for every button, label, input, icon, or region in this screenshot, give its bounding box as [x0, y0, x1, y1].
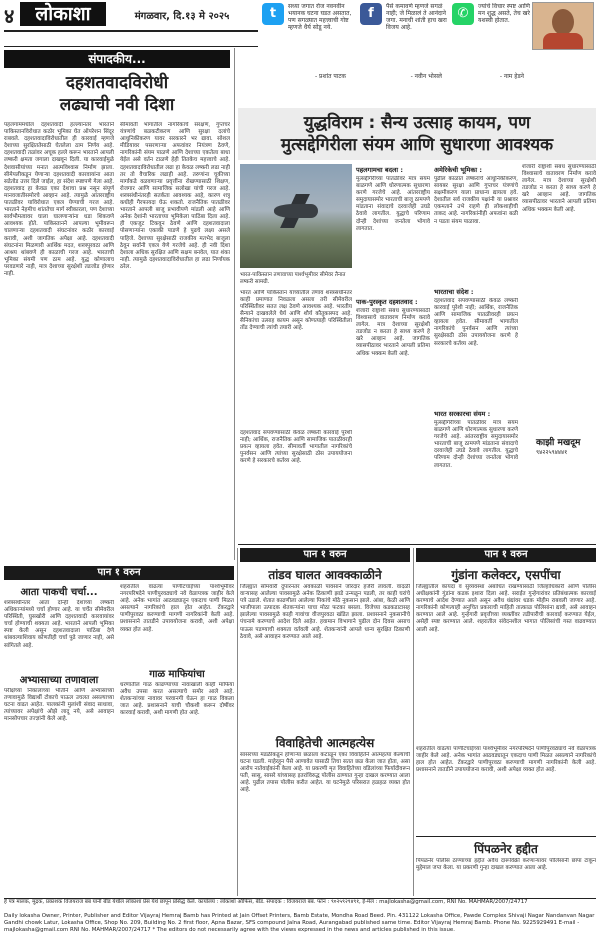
editorial-body — [4, 122, 230, 558]
story-3-title: गुंडांना कलेक्टर, एसपींचा — [451, 568, 561, 582]
story-8-body: पिंपळनेर पोलीस ठाण्याच्या हद्दीत अवैध दारूविक्री करणाऱ्यांवर पोलिसांनी छापा टाकून मुद्देमाल जप्त केला. या प्रकरणी गुन्हा दाखल करण्यात आला आहे. — [416, 858, 596, 872]
imprint-marathi: हे पत्र मालक, मुद्रक, प्रकाशक विजयराज बंब यांनी बीड येथील लोकाशा प्रेस येथे छापून प्रसिद्ध केले. कार्यालय : लोकाशा ऑफिस, बीड. संपादक : विजयराज बंब. फोन : ९०२५९२९४९१, ई-मेल : majlokasha@gmail.com, RNI No. MAHMAR/2007/24717 — [4, 899, 528, 905]
story-7-title: गाळ माफियांचा — [149, 669, 205, 680]
writer-phone: ९४२२५९४४४१ — [536, 449, 568, 456]
facebook-quote: f पैसे कमावणे म्हणजे सगळं नाही; जे मिळालं ते आनंदाने जगा. मनाची शांती हाच खरा विजय आहे. - नवीन भोसले — [360, 3, 448, 73]
lead-col-1: भारत आणि पाकिस्तान यांच्यातील तणाव शस्त्रसंधीनंतर काही प्रमाणात निवळला असला तरी सीमेवरील परिस्थितीवर सतत लक्ष ठेवणे आवश्यक आहे. भारतीय सैन्याने दाखवलेले धैर्य आणि शौर्य कौतुकास्पद आहे. सैनिकांचा उत्साह कायम असून कोणत्याही परिस्थितीला तोंड देण्याची त्यांची तयारी आहे. — [240, 290, 352, 332]
editorial-title: दहशतवादविरोधी लढ्याची नवी दिशा — [59, 73, 175, 115]
photo-caption: भारत-पाकिस्तान तणावाच्या पार्श्वभूमीवर सीमेवर तैनात लष्करी सामग्री. — [240, 272, 346, 285]
story-2-body: सासरच्या मंडळींकडून होणाऱ्या छळाला कंटाळून एका विवाहितेने आत्महत्या केल्याची घटना घडली. माहेरहून पैसे आणावेत यासाठी तिचा सतत छळ केला जात होता, असा आरोप नातेवाईकांनी केला आहे. या प्रकरणी मृत विवाहितेच्या वडिलांच्या फिर्यादीवरून पती, सासू, सासरे यांच्यासह इतरांविरुद्ध पोलीस ठाण्यात गुन्हा दाखल करण्यात आला आहे. पुढील तपास पोलीस करीत आहेत. या घटनेमुळे परिसरात हळहळ व्यक्त होत आहे. — [240, 752, 410, 794]
continuation-bar-2: पान १ वरुन — [416, 548, 596, 562]
imprint-english: Daily lokasha Owner, Printer, Publisher and Editor Vijayraj Hemraj Bamb has Printed at Jain Offset Printers, Bamb Estate, Mondha Road Beed. Pin. 431122 Lokasha Office, Pawde Complex Shivaji Nagar Nandanvan Nagar Gandhi chowk Latur, Lokasha Office, Shop No. 209, Building No. 2 first floor, Apna Bazar, SFS compound Jalna Road, Aurangabad published same time. Editor Vijayraj Hemraj Bamb. Phone No. 9225929491 E-mail - majlokasha@gmail.com RNI No. MAHMAR/2007/24717 * The editors do not necessarily agree with the views expressed in the news and articles published in this issue. — [4, 913, 595, 933]
fighter-jet-image — [274, 204, 318, 218]
brand-logo: लोकाशा — [20, 2, 106, 26]
masthead-rule — [4, 30, 258, 32]
whatsapp-quote: ✆ ज्यांचे विचार स्पष्ट आणि मन शुद्ध असते, तेच खरे यशस्वी होतात. - नाम हेडने — [452, 3, 530, 73]
editorial-col-1: पहलगाममधील दहशतवादी हल्ल्यानंतर भारताने पाकिस्तानविरोधात कठोर भूमिका घेत ऑपरेशन सिंदूर राबवले. दहशतवादाविरोधातील ही कारवाई म्हणजे देशाच्या सुरक्षिततेसाठी घेतलेला ठाम निर्णय आहे. दहशतवादी तळांवर अचूक हल्ले करून भारताने आपली लष्करी क्षमता जगाला दाखवून दिली. या कारवाईमुळे देशवासीयांच्या मनात आत्मविश्वास निर्माण झाला. सीमेपलीकडून येणाऱ्या दहशतवादी कारवायांना आता सडेतोड उत्तर दिले जाईल, हा संदेश स्पष्टपणे गेला आहे. दहशतवाद हा केवळ एका देशाचा प्रश्न नसून संपूर्ण मानवजातीसमोरचे आव्हान आहे. त्यामुळे आंतरराष्ट्रीय पातळीवर याविरोधात एकत्र येण्याची गरज आहे. भारताने नेहमीच शांततेचा मार्ग स्वीकारला, पण देशाच्या सार्वभौमत्वावर घाला घालणाऱ्यांना धडा शिकवणे आवश्यक होते. पाकिस्तानने आपल्या भूमीवरून चालणाऱ्या दहशतवादी संघटनांवर कठोर कारवाई करावी, अशी जागतिक अपेक्षा आहे. दहशतवादी संघटनांना मिळणारी आर्थिक मदत, शस्त्रपुरवठा आणि आश्रय थांबवणे ही काळाची गरज आहे. भारताची भूमिका संयमी पण ठाम आहे. युद्ध कोणालाच परवडणारे नाही, मात्र देशाच्या सुरक्षेशी तडजोड होणार नाही. — [4, 122, 114, 277]
lead-col-2: पहलगामचा बदला : मुत्सद्देगिरीच्या पातळीवर मात्र संयम बाळगणे आणि धोरणात्मक सुधारणा करणे गरजेचे आहे. आंतरराष्ट्रीय समुदायासमोर भारताची बाजू ठामपणे मांडताना संवादाचे दरवाजेही उघडे ठेवावे लागतील. युद्धाचे परिणाम दोन्ही देशांच्या जनतेला भोगावे लागतात. पाक-पुरस्कृत दहशतवाद : शेजारी राष्ट्रांशी संबंध सुधारण्यासाठी विश्वासाचे वातावरण निर्माण करावे लागेल. मात्र देशाच्या सुरक्षेशी तडजोड न करता हे साध्य करणे हे खरे आव्हान आहे. जागतिक व्यासपीठावर भारताने आपली प्रतिमा अधिक भक्कम केली आहे. — [356, 166, 430, 357]
editorial-col-2: सीमावर्ती भागातील नागरिकांचे संरक्षण, गुप्तचर यंत्रणांचे बळकटीकरण आणि सुरक्षा दलांचे आधुनिकीकरण यावर सरकारने भर द्यावा. सोशल मीडियावर पसरणाऱ्या अफवांवर नियंत्रण ठेवणे, नागरिकांनी संयम पाळणे आणि देशाच्या एकतेला बाधा येईल असे वर्तन टाळणे हेही तितकेच महत्त्वाचे आहे. दहशतवादाविरोधातील लढा हा केवळ लष्करी लढा नाही तर तो वैचारिक लढाही आहे. तरुणांना चुकीच्या मार्गाकडे वळवणाऱ्या प्रवृत्तींना रोखण्यासाठी शिक्षण, रोजगार आणि सामाजिक सलोखा यांची गरज आहे. शस्त्रसंधीनंतरही सतर्कता आवश्यक आहे, कारण शत्रू कधीही गैरफायदा घेऊ शकतो. राजनैतिक पातळीवर भारताने आपली बाजू प्रभावीपणे मांडली आहे आणि अनेक देशांनी भारताच्या भूमिकेला पाठिंबा दिला आहे. ही एकजूट टिकवून ठेवणे आणि दहशतवादाला पोसणाऱ्यांना एकाकी पाडणे हे पुढचे लक्ष्य असले पाहिजे. देशाच्या सुरक्षेसाठी राजकीय मतभेद बाजूला ठेवून सर्वांनी एकत्र येणे गरजेचे आहे. ही नवी दिशा देशाला अधिक सुरक्षित आणि सक्षम बनवेल, यात शंका नाही. त्यामुळे दहशतवादाविरोधातील हा लढा निर्णायक ठरेल. — [120, 122, 230, 270]
page-number: ४ — [4, 4, 15, 28]
editorial-label: संपादकीय... — [4, 50, 230, 68]
lead-col-4: शेजारी राष्ट्रांशी संबंध सुधारण्यासाठी विश्वासाचे वातावरण निर्माण करावे लागेल. मात्र देशाच्या सुरक्षेशी तडजोड न करता हे साध्य करणे हे खरे आव्हान आहे. जागतिक व्यासपीठावर भारताने आपली प्रतिमा अधिक भक्कम केली आहे. — [522, 164, 596, 213]
facebook-icon: f — [360, 3, 382, 25]
story-5-body: शस्त्रसंधीनंतर आता दोन्ही देशांच्या लष्करी अधिकाऱ्यांमध्ये चर्चा होणार आहे. या चर्चेत सीमेवरील परिस्थिती, घुसखोरी आणि दहशतवादी कारवायांवर चर्चा होण्याची शक्यता आहे. भारताने आपली भूमिका स्पष्ट केली असून दहशतवादाला पाठिंबा देणे थांबवल्याशिवाय कोणतीही चर्चा पुढे जाणार नाही, असे सांगितले आहे. — [4, 600, 114, 649]
lead-headline: युद्धविराम : सैन्य उत्साह कायम, पण मुत्सद्देगिरीला संयम आणि सुधारणा आवश्यक — [280, 113, 554, 155]
writer-name: काझी मखदूम — [536, 438, 581, 448]
story-4-body: शहरातील वाढत्या पाणीटंचाईच्या पार्श्वभूमीवर नगरपरिषदेने पाणीपुरवठ्याचे नवे वेळापत्रक जाहीर केले आहे. अनेक भागांत आठवड्यातून एकदाच पाणी मिळत असल्याने नागरिकांचे हाल होत आहेत. टँकरद्वारे पाणीपुरवठा करण्याची मागणी नागरिकांनी केली आहे. प्रशासनाने तातडीने उपाययोजना करावी, अशी अपेक्षा व्यक्त होत आहे. — [416, 746, 596, 774]
story-5-body-cont: शहरातील वाढत्या पाणीटंचाईच्या पार्श्वभूमीवर नगरपरिषदेने पाणीपुरवठ्याचे नवे वेळापत्रक जाहीर केले आहे. अनेक भागांत आठवड्यातून एकदाच पाणी मिळत असल्याने नागरिकांचे हाल होत आहेत. टँकरद्वारे पाणीपुरवठा करण्याची मागणी नागरिकांनी केली आहे. प्रशासनाने तातडीने उपाययोजना करावी, अशी अपेक्षा व्यक्त होत आहे. — [120, 584, 234, 633]
continuation-bar-1: पान १ वरुन — [240, 548, 410, 562]
lead-col-1b: दहशतवाद संपवण्यासाठी केवळ लष्करी कारवाई पुरेशी नाही; आर्थिक, राजनैतिक आणि सामाजिक पातळीवरही प्रयत्न व्हायला हवेत. सीमावर्ती भागातील नागरिकांचे पुनर्वसन आणि त्यांच्या सुरक्षेसाठी ठोस उपाययोजना करणे हे सरकारचे कर्तव्य आहे. — [240, 430, 352, 465]
story-7-body: धरणातील गाळ काढण्याच्या नावाखाली काही माफिया अवैध उपसा करत असल्याचे समोर आले आहे. शेतकऱ्यांच्या नावावर परवानगी घेऊन हा गाळ विकला जात आहे. प्रशासनाने याची चौकशी करून दोषींवर कारवाई करावी, अशी मागणी होत आहे. — [120, 682, 234, 717]
story-8-title: पिंपळनेर हद्दीत — [474, 842, 538, 856]
lead-col-3: अमेरिकेची भूमिका : पुढील काळात लष्कराचे आधुनिकीकरण, सायबर सुरक्षा आणि गुप्तचर यंत्रणांचे सक्षमीकरण याला प्राधान्य द्यायला हवे. देशातील सर्व राजकीय पक्षांनी या प्रश्नावर एकमताने उभे राहणे ही लोकशाहीची ताकद आहे. नागरिकांनीही अफवांना बळी न पडता संयम पाळावा. भारताचा संदेश : दहशतवाद संपवण्यासाठी केवळ लष्करी कारवाई पुरेशी नाही; आर्थिक, राजनैतिक आणि सामाजिक पातळीवरही प्रयत्न व्हायला हवेत. सीमावर्ती भागातील नागरिकांचे पुनर्वसन आणि त्यांच्या सुरक्षेसाठी ठोस उपाययोजना करणे हे सरकारचे कर्तव्य आहे. भारत सरकारचा संयम : मुत्सद्देगिरीच्या पातळीवर मात्र संयम बाळगणे आणि धोरणात्मक सुधारणा करणे गरजेचे आहे. आंतरराष्ट्रीय समुदायासमोर भारताची बाजू ठामपणे मांडताना संवादाचे दरवाजेही उघडे ठेवावे लागतील. युद्धाचे परिणाम दोन्ही देशांच्या जनतेला भोगावे लागतात. — [434, 166, 518, 469]
columnist-portrait — [532, 2, 594, 50]
story-3-body: जिल्ह्यातील कायदा व सुव्यवस्था अबाधित राखण्यासाठी जिल्हाधिकारी आणि पोलीस अधीक्षकांनी गुंडांना कडक इशारा दिला आहे. सराईत गुन्हेगारांवर प्रतिबंधात्मक कारवाई करण्याचे आदेश देण्यात आले असून अवैध धंद्यांवर धडक मोहीम राबवली जाणार आहे. नागरिकांनी कोणत्याही अनुचित प्रकाराची माहिती तात्काळ पोलिसांना द्यावी, असे आवाहन करण्यात आले आहे. गुन्हेगारी प्रवृत्तीच्या व्यक्तींवर तडीपारीची कारवाई करण्यात येईल, असेही स्पष्ट करण्यात आले. शहरातील संवेदनशील भागात पोलिसांची गस्त वाढवण्यात आली आहे. — [416, 584, 596, 633]
twitter-quote: t सध्या जगात रोज नवनवीन भयानक घटना घडत असतात, पण सगळ्यात महत्त्वाची गोष्ट म्हणजे धैर्य सोडू नये. - प्रशांत पाटक — [262, 3, 352, 73]
twitter-icon: t — [262, 3, 284, 25]
story-6-body: परीक्षेच्या निकालाच्या भीतीने आणि अभ्यासाच्या तणावामुळे विद्यार्थी टोकाचे पाऊल उचलत असल्याच्या घटना वाढत आहेत. पालकांनी मुलांशी संवाद साधावा, त्यांच्यावर अपेक्षांचे ओझे लादू नये, असे आवाहन मानसोपचार तज्ज्ञांनी केले आहे. — [4, 688, 114, 723]
issue-date: मंगळवार, दि.१३ मे २०२५ — [134, 11, 230, 22]
continuation-bar-3: पान १ वरुन — [4, 566, 234, 580]
story-5-title: आता पाकची चर्चा... — [20, 587, 98, 598]
imprint-footer — [4, 898, 596, 945]
story-1-body: जिल्ह्यात सोमवारी दुपारनंतर अवकाळी पावसाने जोरदार हजेरी लावली. वादळी वाऱ्यासह आलेल्या पावसामुळे अनेक ठिकाणी झाडे उन्मळून पडली, तर काही घरांचे पत्रे उडाले. शेतात काढणीला आलेल्या पिकांचे मोठे नुकसान झाले. आंबा, केळी आणि भाजीपाला उत्पादक शेतकऱ्यांना याचा मोठा फटका बसला. विजेच्या कडकडाटासह झालेल्या पावसामुळे काही गावांचा वीजपुरवठा खंडित झाला. प्रशासनाने नुकसानीचे पंचनामे करण्याचे आदेश दिले आहेत. हवामान विभागाने पुढील दोन दिवस असाच पाऊस पडण्याची शक्यता वर्तवली आहे. शेतकऱ्यांनी आपले धान्य सुरक्षित ठिकाणी ठेवावे, असे आवाहन करण्यात आले आहे. — [240, 584, 410, 640]
story-6-title: अभ्यासाच्या तणावाला — [19, 675, 99, 686]
whatsapp-icon: ✆ — [452, 3, 474, 25]
story-2-title: विवाहितेची आत्महत्येस — [275, 736, 375, 750]
masthead-rule-2 — [4, 46, 258, 47]
lead-photo — [240, 164, 352, 268]
story-1-title: तांडव घालत आवक्काळीने — [268, 568, 382, 582]
